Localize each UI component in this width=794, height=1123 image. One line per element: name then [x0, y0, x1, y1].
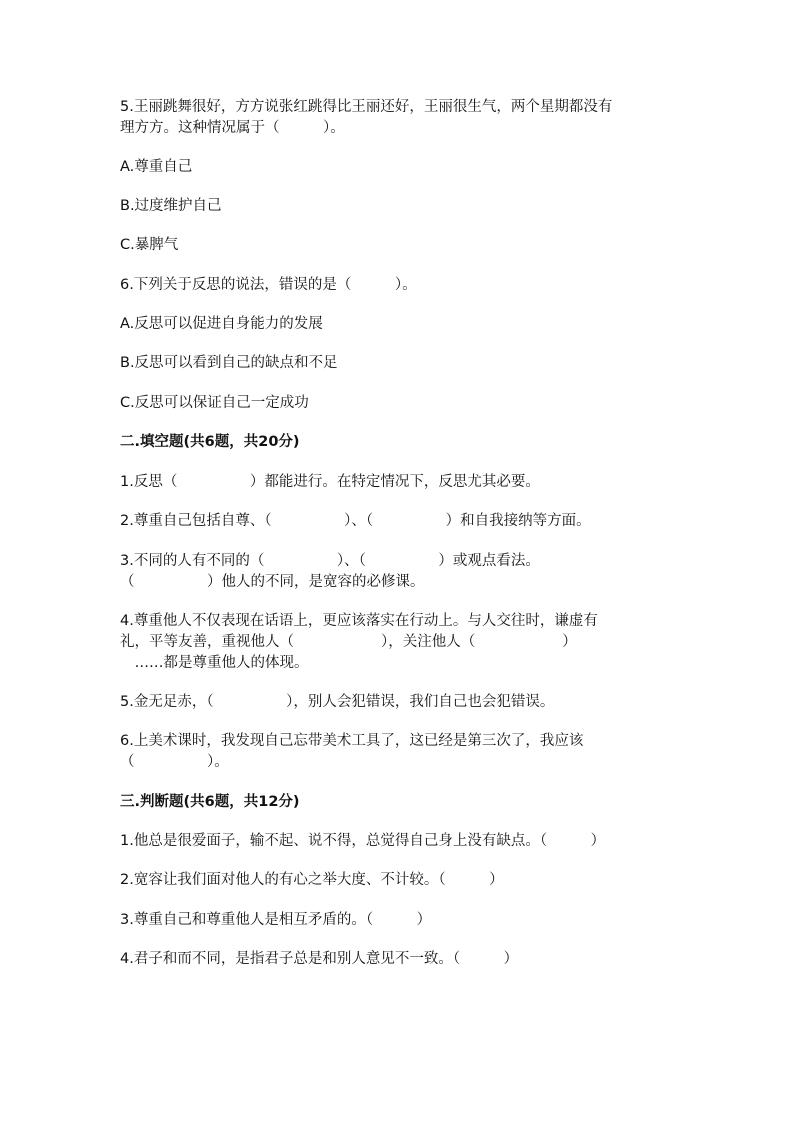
fill4-line2: 礼，平等友善，重视他人（ ），关注他人（ ） — [120, 634, 577, 650]
fill3-line1: 3.不同的人有不同的（ ）、（ ）或观点看法。 — [120, 553, 540, 569]
q5-option-b: B.过度维护自己 — [120, 198, 222, 214]
fill3-line2: （ ）他人的不同，是宽容的必修课。 — [120, 574, 425, 590]
judge1: 1.他总是很爱面子，输不起、说不得，总觉得自己身上没有缺点。（ ） — [120, 833, 606, 849]
q6-option-a: A.反思可以促进自身能力的发展 — [120, 316, 323, 332]
q5-line1: 5.王丽跳舞很好，方方说张红跳得比王丽还好，王丽很生气，两个星期都没有 — [120, 99, 613, 115]
fill4-line1: 4.尊重他人不仅表现在话语上，更应该落实在行动上。与人交往时，谦虚有 — [120, 613, 598, 629]
fill6-line1: 6.上美术课时，我发现自己忘带美术工具了，这已经是第三次了，我应该 — [120, 733, 584, 749]
judge3: 3.尊重自己和尊重他人是相互矛盾的。（ ） — [120, 912, 432, 928]
fill4-line3: ……都是尊重他人的体现。 — [120, 655, 309, 671]
judge4: 4.君子和而不同，是指君子总是和别人意见不一致。（ ） — [120, 951, 519, 967]
fill6-line2: （ ）。 — [120, 754, 229, 770]
q5-option-a: A.尊重自己 — [120, 159, 193, 175]
judge2: 2.宽容让我们面对他人的有心之举大度、不计较。（ ） — [120, 872, 504, 888]
q6-line1: 6.下列关于反思的说法，错误的是（ ）。 — [120, 277, 417, 293]
fill1: 1.反思（ ）都能进行。在特定情况下，反思尤其必要。 — [120, 474, 540, 490]
fill5: 5.金无足赤，（ ），别人会犯错误，我们自己也会犯错误。 — [120, 694, 555, 710]
q6-option-c: C.反思可以保证自己一定成功 — [120, 395, 309, 411]
section2-heading: 二.填空题(共6题，共20分) — [120, 434, 300, 450]
q6-option-b: B.反思可以看到自己的缺点和不足 — [120, 355, 338, 371]
fill2: 2.尊重自己包括自尊、（ ）、（ ）和自我接纳等方面。 — [120, 513, 591, 529]
q5-line2: 理方方。这种情况属于（ ）。 — [120, 120, 345, 136]
section3-heading: 三.判断题(共6题，共12分) — [120, 794, 300, 810]
q5-option-c: C.暴脾气 — [120, 237, 179, 253]
